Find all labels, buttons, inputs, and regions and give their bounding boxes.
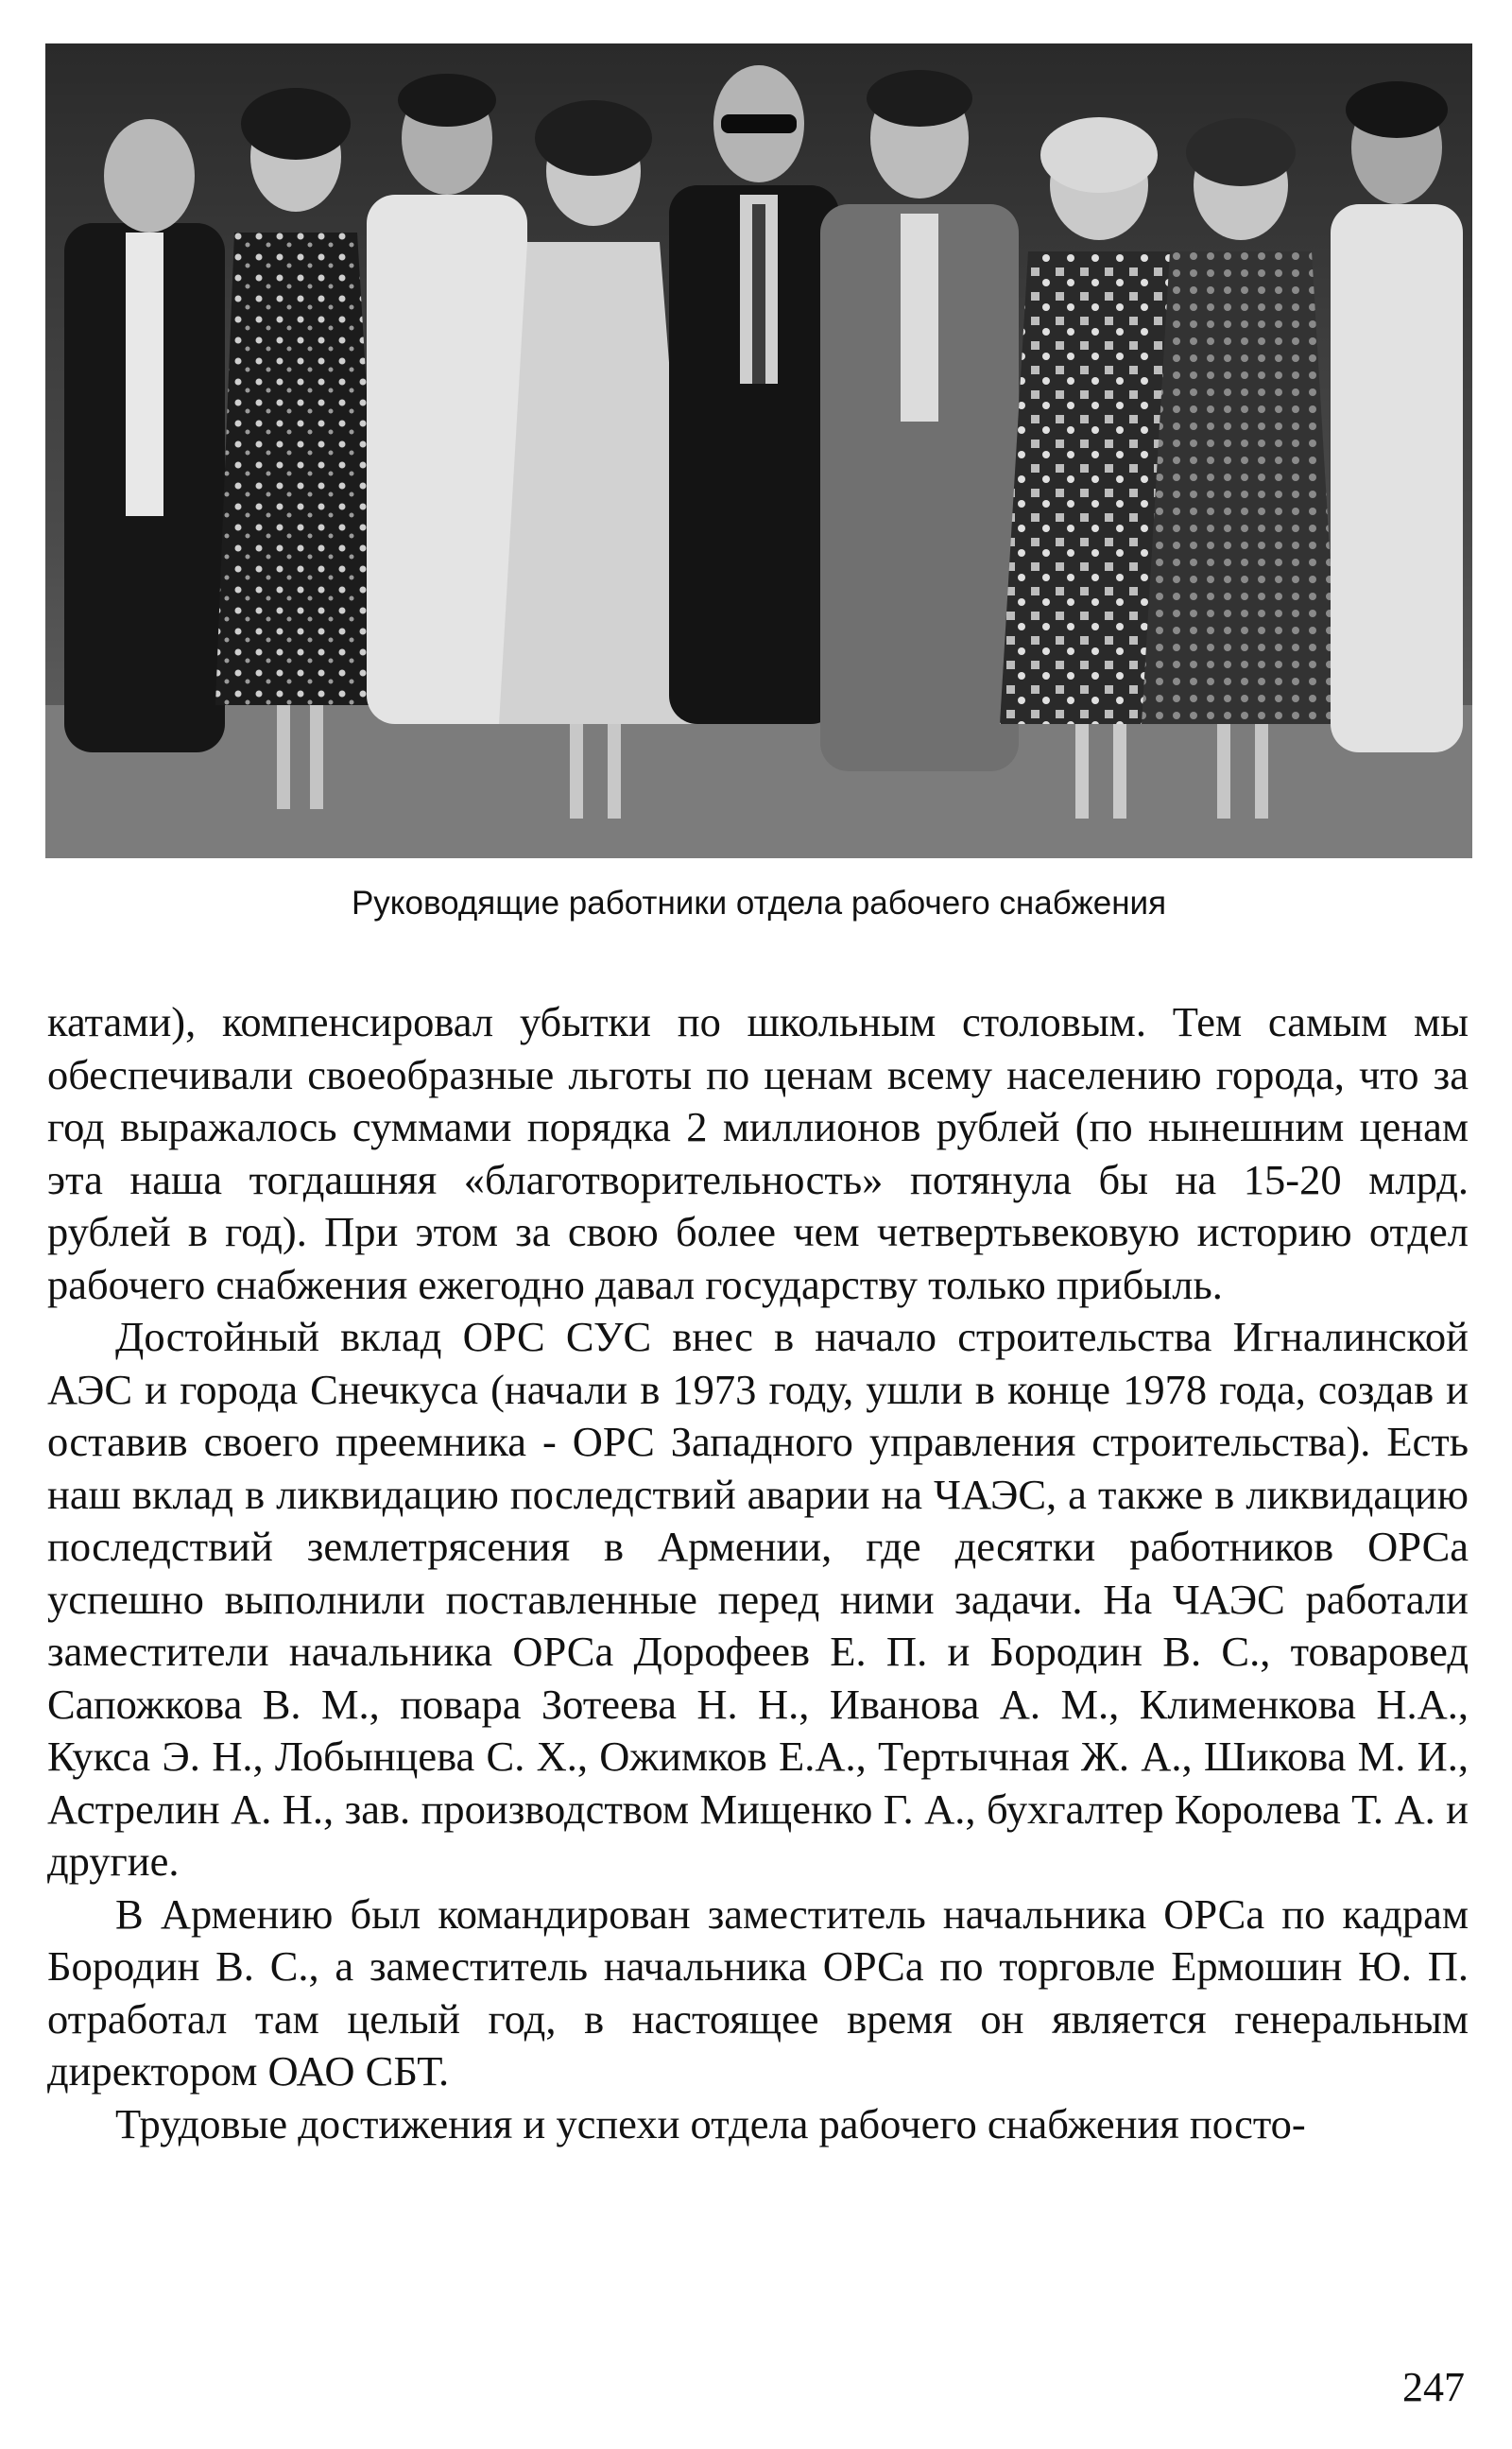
paragraph: В Армению был командирован заместитель начальника ОРСа по кадрам Бородин В. С., а заместитель начальника ОРСа по торговле Ермошин Ю. П. отработал там целый год, в настоящее время он является генеральным директором ОАО СБТ. <box>47 1889 1469 2095</box>
page-number: 247 <box>1402 2364 1465 2410</box>
paragraph: Трудовые достижения и успехи отдела рабочего снабжения посто- <box>115 2099 1306 2147</box>
paragraph: Достойный вклад ОРС СУС внес в начало строительства Игналинской АЭС и города Снечкуса (начали в 1973 году, ушли в конце 1978 года, создав и оставив своего преемника - ОРС Западного управления строительства). Есть наш вклад в ликвидацию последствий аварии на ЧАЭС, а также в ликвидацию последствий землетрясения в Армении, где десятки работников ОРСа успешно выполнили поставленные перед ними задачи. На ЧАЭС работали заместители начальника ОРСа Дорофеев Е. П. и Бородин В. С., товаровед Сапожкова В. М., повара Зотеева Н. Н., Иванова А. М., Клименкова Н.А., Кукса Э. Н., Лобынцева С. Х., Ожимков Е.А., Тертычная Ж. А., Шикова М. И., Астрелин А. Н., зав. производством Мищенко Г. А., бухгалтер Королева Т. А. и другие. <box>47 1313 1469 1885</box>
paragraph: катами), компенсировал убытки по школьным столовым. Тем самым мы обеспечивали своеобразные льготы по ценам всему населению города, что за год выражалось суммами порядка 2 миллионов рублей (по нынешним ценам эта наша тогдашняя «благотворительность» потянула бы на 15-20 млрд. рублей в год). При этом за свою более чем четвертьвековую историю отдел рабочего снабжения ежегодно давал государству только прибыль. <box>47 998 1469 1308</box>
photo-caption: Руководящие работники отдела рабочего снабжения <box>351 885 1167 922</box>
group-photo <box>45 43 1472 858</box>
body-text <box>47 996 1469 2150</box>
group-photo-icon <box>45 43 1472 858</box>
